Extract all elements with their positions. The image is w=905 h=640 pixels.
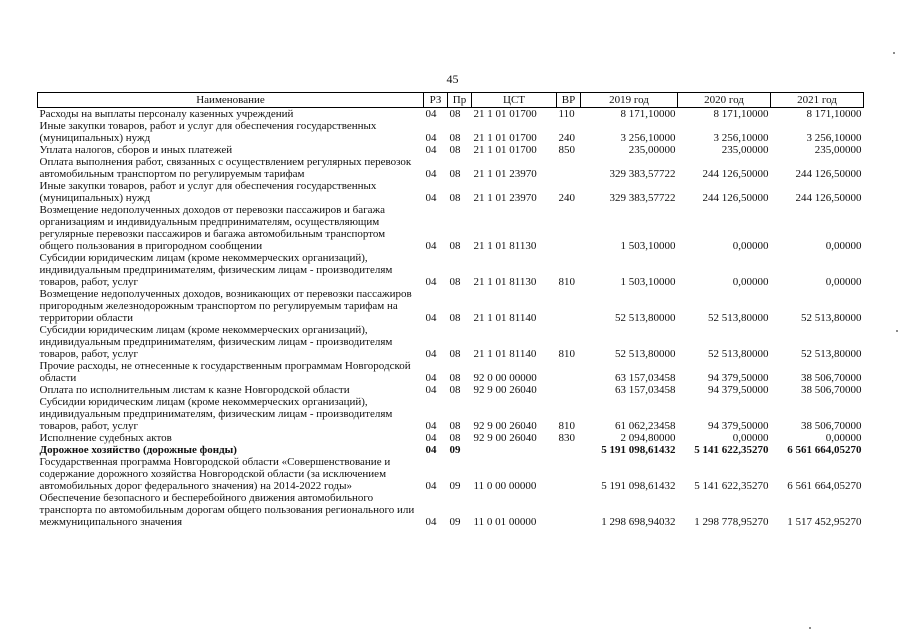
cell-pr: 08 xyxy=(449,348,461,360)
cell-name: Субсидии юридическим лицам (кроме некоммерческих организаций), индивидуальным предпринимателям, физическим лицам - производителям товаров, работ, услуг xyxy=(39,324,393,360)
table-row xyxy=(38,492,864,528)
cell-2019: 329 383,57722 xyxy=(609,192,676,204)
cell-2021: 0,00000 xyxy=(825,276,862,288)
cell-2020: 235,00000 xyxy=(721,144,769,156)
cell-2021: 8 171,10000 xyxy=(806,108,862,120)
cell-rz: 04 xyxy=(425,384,437,396)
cell-rz: 04 xyxy=(425,420,437,432)
cell-2020: 8 171,10000 xyxy=(713,108,769,120)
cell-2021: 0,00000 xyxy=(825,432,862,444)
cell-cst: 21 1 01 23970 xyxy=(473,168,537,180)
cell-vr xyxy=(557,384,581,396)
cell-rz: 04 xyxy=(425,444,437,456)
table-row xyxy=(38,396,864,432)
table-row xyxy=(38,288,864,324)
cell-vr: 810 xyxy=(558,276,575,288)
cell-2019: 63 157,03458 xyxy=(615,372,676,384)
col-header-vr: ВР xyxy=(557,93,581,108)
cell-2020: 244 126,50000 xyxy=(702,192,769,204)
cell-pr: 08 xyxy=(449,144,461,156)
cell-pr: 08 xyxy=(449,132,461,144)
cell-cst: 92 9 00 26040 xyxy=(473,384,537,396)
cell-vr: 850 xyxy=(558,144,575,156)
cell-pr: 08 xyxy=(449,420,461,432)
table-row xyxy=(38,444,864,456)
cell-2019: 52 513,80000 xyxy=(615,312,676,324)
cell-pr: 09 xyxy=(449,516,461,528)
col-header-2021: 2021 год xyxy=(771,93,864,108)
cell-2020: 52 513,80000 xyxy=(708,348,769,360)
table-row xyxy=(38,324,864,360)
cell-rz: 04 xyxy=(425,240,437,252)
scan-speck xyxy=(809,627,811,629)
cell-2019: 63 157,03458 xyxy=(615,384,676,396)
col-header-2020: 2020 год xyxy=(678,93,771,108)
table-row xyxy=(38,120,864,144)
cell-rz: 04 xyxy=(425,276,437,288)
cell-2019: 1 298 698,94032 xyxy=(601,516,676,528)
cell-name: Прочие расходы, не отнесенные к государственным программам Новгородской области xyxy=(39,360,411,384)
cell-2021: 52 513,80000 xyxy=(801,348,862,360)
cell-2021: 38 506,70000 xyxy=(801,372,862,384)
table-row xyxy=(38,156,864,180)
cell-pr: 08 xyxy=(449,312,461,324)
cell-name: Исполнение судебных актов xyxy=(39,432,172,444)
col-header-rz: РЗ xyxy=(424,93,448,108)
cell-2020: 94 379,50000 xyxy=(708,420,769,432)
cell-cst: 21 1 01 81130 xyxy=(473,240,537,252)
cell-2020: 1 298 778,95270 xyxy=(694,516,769,528)
cell-2020: 0,00000 xyxy=(732,276,769,288)
scan-speck xyxy=(893,52,895,54)
col-header-cst: ЦСТ xyxy=(472,93,557,108)
cell-pr: 08 xyxy=(449,372,461,384)
cell-rz: 04 xyxy=(425,372,437,384)
cell-cst: 92 9 00 26040 xyxy=(473,420,537,432)
cell-2020: 3 256,10000 xyxy=(713,132,769,144)
cell-name: Субсидии юридическим лицам (кроме некоммерческих организаций), индивидуальным предпринимателям, физическим лицам - производителям товаров, работ, услуг xyxy=(39,252,393,288)
cell-pr: 08 xyxy=(449,108,461,120)
cell-2021: 1 517 452,95270 xyxy=(787,516,862,528)
budget-table xyxy=(37,92,864,528)
table-row xyxy=(38,252,864,288)
cell-2019: 235,00000 xyxy=(628,144,676,156)
cell-2019: 8 171,10000 xyxy=(620,108,676,120)
cell-2020: 0,00000 xyxy=(732,240,769,252)
cell-2021: 38 506,70000 xyxy=(801,384,862,396)
cell-2021: 6 561 664,05270 xyxy=(787,444,862,456)
cell-vr xyxy=(557,204,581,252)
cell-2020: 0,00000 xyxy=(732,432,769,444)
cell-2020: 52 513,80000 xyxy=(708,312,769,324)
cell-2020: 94 379,50000 xyxy=(708,384,769,396)
cell-2020: 244 126,50000 xyxy=(702,168,769,180)
cell-cst: 21 1 01 81140 xyxy=(473,348,537,360)
cell-2019: 52 513,80000 xyxy=(615,348,676,360)
cell-vr: 240 xyxy=(558,192,575,204)
cell-name: Оплата по исполнительным листам к казне Новгородской области xyxy=(39,384,350,396)
cell-name: Обеспечение безопасного и бесперебойного движения автомобильного транспорта по автомобильным дорогам общего пользования регионального или межмуниципального значения xyxy=(39,492,415,528)
cell-2019: 5 191 098,61432 xyxy=(601,480,676,492)
cell-vr xyxy=(557,288,581,324)
cell-cst: 21 1 01 23970 xyxy=(473,192,537,204)
cell-2019: 3 256,10000 xyxy=(620,132,676,144)
cell-rz: 04 xyxy=(425,108,437,120)
cell-pr: 09 xyxy=(449,444,461,456)
cell-name: Дорожное хозяйство (дорожные фонды) xyxy=(39,444,237,456)
table-row xyxy=(38,360,864,384)
cell-vr: 830 xyxy=(558,432,575,444)
cell-cst: 21 1 01 01700 xyxy=(473,108,537,120)
cell-2021: 6 561 664,05270 xyxy=(787,480,862,492)
cell-rz: 04 xyxy=(425,480,437,492)
cell-rz: 04 xyxy=(425,144,437,156)
cell-rz: 04 xyxy=(425,348,437,360)
table-row xyxy=(38,204,864,252)
cell-pr: 08 xyxy=(449,432,461,444)
cell-vr: 110 xyxy=(558,108,575,120)
cell-cst: 21 1 01 81130 xyxy=(473,276,537,288)
cell-2019: 5 191 098,61432 xyxy=(601,444,676,456)
cell-cst: 21 1 01 01700 xyxy=(473,132,537,144)
cell-name: Расходы на выплаты персоналу казенных учреждений xyxy=(39,108,294,120)
cell-vr xyxy=(557,360,581,384)
cell-2020: 5 141 622,35270 xyxy=(694,480,769,492)
cell-2019: 61 062,23458 xyxy=(615,420,676,432)
cell-2019: 1 503,10000 xyxy=(620,240,676,252)
table-body xyxy=(38,108,864,529)
cell-vr xyxy=(557,456,581,492)
cell-rz: 04 xyxy=(425,168,437,180)
cell-2021: 235,00000 xyxy=(814,144,862,156)
table-row xyxy=(38,384,864,396)
cell-name: Государственная программа Новгородской области «Совершенствование и содержание дорожного хозяйства Новгородской области (за исключением автомобильных дорог федерального значения) на 2014-2022 годы» xyxy=(39,456,391,492)
cell-cst: 11 0 00 00000 xyxy=(473,480,537,492)
cell-rz: 04 xyxy=(425,192,437,204)
cell-cst: 92 0 00 00000 xyxy=(473,372,537,384)
cell-cst: 92 9 00 26040 xyxy=(473,432,537,444)
cell-vr: 810 xyxy=(558,420,575,432)
cell-name: Возмещение недополученных доходов от перевозки пассажиров и багажа организациям и индивидуальным предпринимателям, осуществляющим регулярные перевозки пассажиров и багажа автомобильным транспортом общего пользования в пригородном сообщении xyxy=(39,204,386,252)
cell-cst: 21 1 01 01700 xyxy=(473,144,537,156)
cell-rz: 04 xyxy=(425,516,437,528)
cell-vr xyxy=(557,492,581,528)
cell-2019: 1 503,10000 xyxy=(620,276,676,288)
cell-name: Субсидии юридическим лицам (кроме некоммерческих организаций), индивидуальным предпринимателям, физическим лицам - производителям товаров, работ, услуг xyxy=(39,396,393,432)
cell-cst: 21 1 01 81140 xyxy=(473,312,537,324)
cell-rz: 04 xyxy=(425,312,437,324)
cell-2019: 2 094,80000 xyxy=(620,432,676,444)
cell-cst xyxy=(472,444,557,456)
cell-2021: 244 126,50000 xyxy=(795,168,862,180)
cell-2019: 329 383,57722 xyxy=(609,168,676,180)
cell-name: Иные закупки товаров, работ и услуг для обеспечения государственных (муниципальных) нужд xyxy=(39,180,377,204)
cell-name: Оплата выполнения работ, связанных с осуществлением регулярных перевозок автомобильным транспортом по регулируемым тарифам xyxy=(39,156,412,180)
cell-2021: 244 126,50000 xyxy=(795,192,862,204)
table-row xyxy=(38,108,864,121)
cell-vr: 240 xyxy=(558,132,575,144)
cell-2020: 94 379,50000 xyxy=(708,372,769,384)
table-row xyxy=(38,144,864,156)
cell-2021: 0,00000 xyxy=(825,240,862,252)
table-row xyxy=(38,456,864,492)
cell-name: Иные закупки товаров, работ и услуг для обеспечения государственных (муниципальных) нужд xyxy=(39,120,377,144)
cell-name: Возмещение недополученных доходов, возникающих от перевозки пассажиров пригородным железнодорожным транспортом по регулируемым тарифам на территории области xyxy=(39,288,412,324)
cell-vr xyxy=(557,444,581,456)
cell-pr: 08 xyxy=(449,192,461,204)
table-header-row xyxy=(38,93,864,108)
cell-2021: 52 513,80000 xyxy=(801,312,862,324)
cell-2021: 3 256,10000 xyxy=(806,132,862,144)
cell-vr xyxy=(557,156,581,180)
table-row xyxy=(38,180,864,204)
cell-cst: 11 0 01 00000 xyxy=(473,516,537,528)
cell-pr: 09 xyxy=(449,480,461,492)
col-header-pr: Пр xyxy=(448,93,472,108)
cell-name: Уплата налогов, сборов и иных платежей xyxy=(39,144,233,156)
cell-pr: 08 xyxy=(449,276,461,288)
cell-rz: 04 xyxy=(425,132,437,144)
page-number: 45 xyxy=(446,72,459,86)
cell-pr: 08 xyxy=(449,240,461,252)
cell-pr: 08 xyxy=(449,168,461,180)
table-row xyxy=(38,432,864,444)
cell-rz: 04 xyxy=(425,432,437,444)
col-header-name: Наименование xyxy=(38,93,424,108)
cell-vr: 810 xyxy=(558,348,575,360)
cell-2021: 38 506,70000 xyxy=(801,420,862,432)
cell-pr: 08 xyxy=(449,384,461,396)
scan-speck xyxy=(896,330,898,332)
cell-2020: 5 141 622,35270 xyxy=(694,444,769,456)
col-header-2019: 2019 год xyxy=(581,93,678,108)
